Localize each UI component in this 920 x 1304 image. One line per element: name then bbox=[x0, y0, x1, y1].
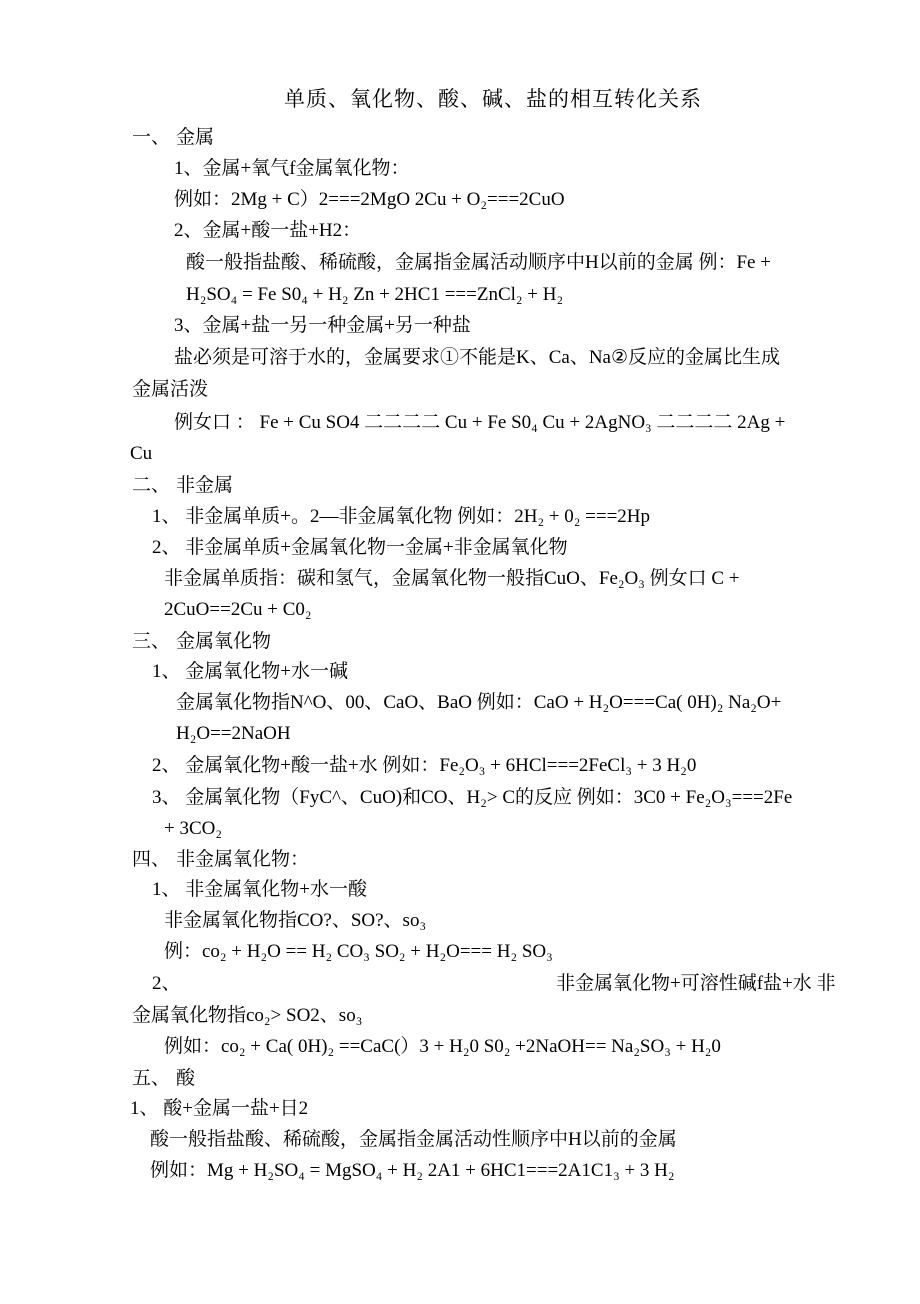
text-line: 3、金属+盐一另一种金属+另一种盐 bbox=[174, 315, 471, 336]
text-line: 例如：co₂ + Ca( 0H)₂ ==CaC(）3 + H₂0 S0₂ +2NaOH== Na₂SO₃ + H₂0 bbox=[164, 1036, 721, 1057]
document-title: 单质、氧化物、酸、碱、盐的相互转化关系 bbox=[284, 87, 702, 111]
text-line: 例如：Mg + H₂SO₄ = MgSO₄ + H₂ 2A1 + 6HC1===2A1C1₃ + 3 H₂ bbox=[150, 1160, 675, 1181]
text-line: 金属活泼 bbox=[132, 379, 209, 400]
text-line: 金属氧化物指co₂> SO2、so₃ bbox=[132, 1005, 363, 1026]
text-line: 2、 bbox=[152, 973, 181, 994]
text-line: 2、金属+酸一盐+H2： bbox=[174, 220, 362, 241]
section-heading-metal-oxides: 三、 金属氧化物 bbox=[132, 630, 272, 652]
section-heading-nonmetal-oxides: 四、 非金属氧化物： bbox=[132, 848, 310, 870]
text-line: H₂SO₄ = Fe S0₄ + H₂ Zn + 2HC1 ===ZnCl₂ + H₂ bbox=[186, 284, 564, 305]
text-line: 1、金属+氧气f金属氧化物： bbox=[174, 158, 410, 179]
text-line: 酸一般指盐酸、稀硫酸，金属指金属活动性顺序中H以前的金属 bbox=[150, 1129, 677, 1150]
text-line: 非金属单质指：碳和氢气，金属氧化物一般指CuO、Fe₂O₃ 例女口 C + bbox=[164, 568, 740, 589]
text-line: 例：co₂ + H₂O == H₂ CO₃ SO₂ + H₂O=== H₂ SO₃ bbox=[164, 941, 553, 962]
text-line: + 3CO₂ bbox=[164, 818, 222, 839]
section-heading-acids: 五、 酸 bbox=[132, 1067, 196, 1089]
text-line: 2、 非金属单质+金属氧化物一金属+非金属氧化物 bbox=[152, 537, 568, 558]
text-line: 金属氧化物指N^O、00、CaO、BaO 例如：CaO + H₂O===Ca( 0H)₂ Na₂O+ bbox=[176, 692, 782, 713]
text-line: 1、 非金属氧化物+水一酸 bbox=[152, 879, 367, 900]
text-line: Cu bbox=[130, 443, 153, 464]
text-line: 2、 金属氧化物+酸一盐+水 例如：Fe₂O₃ + 6HCl===2FeCl₃ + 3 H₂0 bbox=[152, 755, 697, 776]
text-line: 例如：2Mg + C）2===2MgO 2Cu + O₂===2CuO bbox=[174, 189, 565, 210]
text-line: 1、 酸+金属一盐+日2 bbox=[130, 1098, 309, 1119]
section-heading-nonmetals: 二、 非金属 bbox=[132, 474, 234, 496]
text-line: 1、 非金属单质+。2—非金属氧化物 例如：2H₂ + 0₂ ===2Hp bbox=[152, 506, 651, 527]
section-heading-metals: 一、 金属 bbox=[132, 126, 215, 148]
text-line: 1、 金属氧化物+水一碱 bbox=[152, 661, 348, 682]
text-line: 非金属氧化物指CO?、SO?、so₃ bbox=[164, 910, 427, 931]
text-line: 非金属氧化物+可溶性碱f盐+水 非 bbox=[556, 973, 836, 994]
text-line: 酸一般指盐酸、稀硫酸，金属指金属活动顺序中H以前的金属 例：Fe + bbox=[186, 252, 771, 273]
text-line: 例女口 ： Fe + Cu SO4 二二二二 Cu + Fe S0₄ Cu + 2AgNO₃ 二二二二 2Ag + bbox=[174, 412, 786, 433]
text-line: 3、 金属氧化物（FyC^、CuO)和CO、H₂> C的反应 例如：3C0 + Fe₂O₃===2Fe bbox=[152, 787, 793, 808]
text-line: 盐必须是可溶于水的，金属要求①不能是K、Ca、Na②反应的金属比生成 bbox=[174, 347, 781, 368]
text-line: H₂O==2NaOH bbox=[176, 723, 291, 744]
text-line: 2CuO==2Cu + C0₂ bbox=[164, 599, 312, 620]
